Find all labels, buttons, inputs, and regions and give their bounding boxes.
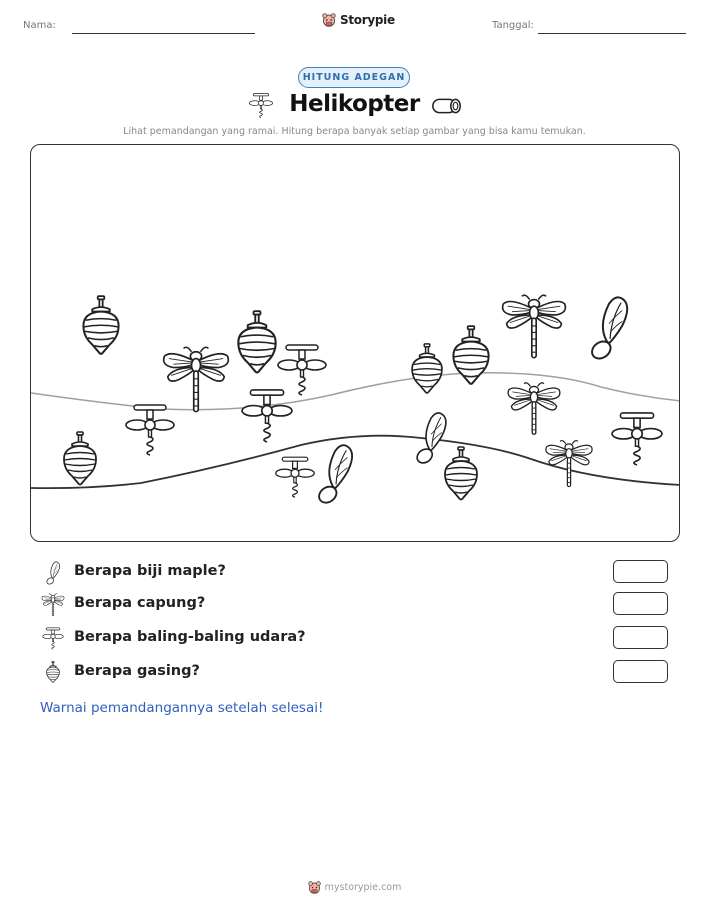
propeller-icon (278, 345, 326, 395)
scene-illustration (31, 145, 680, 542)
dragonfly-icon (546, 441, 592, 487)
name-label: Nama: (23, 20, 56, 31)
maple-seed-icon (40, 561, 66, 585)
question-text: Berapa capung? (74, 595, 206, 611)
page-title: Helikopter (289, 91, 420, 117)
question-text: Berapa biji maple? (74, 563, 226, 579)
answer-box[interactable] (613, 626, 668, 649)
back-hill-line (31, 373, 680, 410)
spinning-top-icon (453, 326, 488, 384)
question-row (40, 660, 670, 686)
question-row (40, 626, 670, 652)
question-text: Berapa gasing? (74, 663, 200, 679)
question-row (40, 592, 670, 618)
answer-box[interactable] (613, 660, 668, 683)
question-text: Berapa baling-baling udara? (74, 629, 306, 645)
storypie-logo-icon (308, 881, 321, 894)
propeller-icon (242, 390, 292, 442)
date-field[interactable] (538, 33, 686, 34)
question-row (40, 560, 670, 586)
date-label: Tanggal: (492, 20, 534, 31)
scene-panel (30, 144, 680, 542)
dragonfly-icon (164, 347, 229, 411)
spinning-top-icon (83, 296, 118, 354)
propeller-icon (276, 457, 314, 497)
dragonfly-icon (503, 295, 566, 358)
coloring-note: Warnai pemandangannya setelah selesai! (40, 700, 324, 716)
footer-url: mystorypie.com (324, 882, 402, 893)
dragonfly-icon (508, 383, 560, 434)
spinning-top-icon (238, 311, 275, 372)
propeller-icon (40, 627, 66, 651)
activity-badge: HITUNG ADEGAN (298, 67, 410, 88)
instructions: Lihat pemandangan yang ramai. Hitung berapa banyak setiap gambar yang bisa kamu temukan. (123, 126, 586, 137)
spinning-top-icon (412, 344, 442, 393)
brand (322, 13, 395, 27)
helicopter-icon (430, 95, 464, 117)
spinning-top-icon (40, 661, 66, 685)
name-field[interactable] (72, 33, 255, 34)
propeller-icon (126, 405, 174, 455)
answer-box[interactable] (613, 592, 668, 615)
footer-brand (0, 881, 709, 894)
brand-text: Storypie (340, 13, 395, 27)
spinning-top-icon (445, 447, 477, 500)
answer-box[interactable] (613, 560, 668, 583)
maple-seed-icon (316, 445, 352, 506)
maple-seed-icon (589, 297, 627, 362)
spinning-top-icon (64, 432, 96, 485)
dragonfly-icon (40, 593, 66, 617)
propeller-icon (612, 413, 662, 465)
storypie-logo-icon (322, 13, 336, 27)
